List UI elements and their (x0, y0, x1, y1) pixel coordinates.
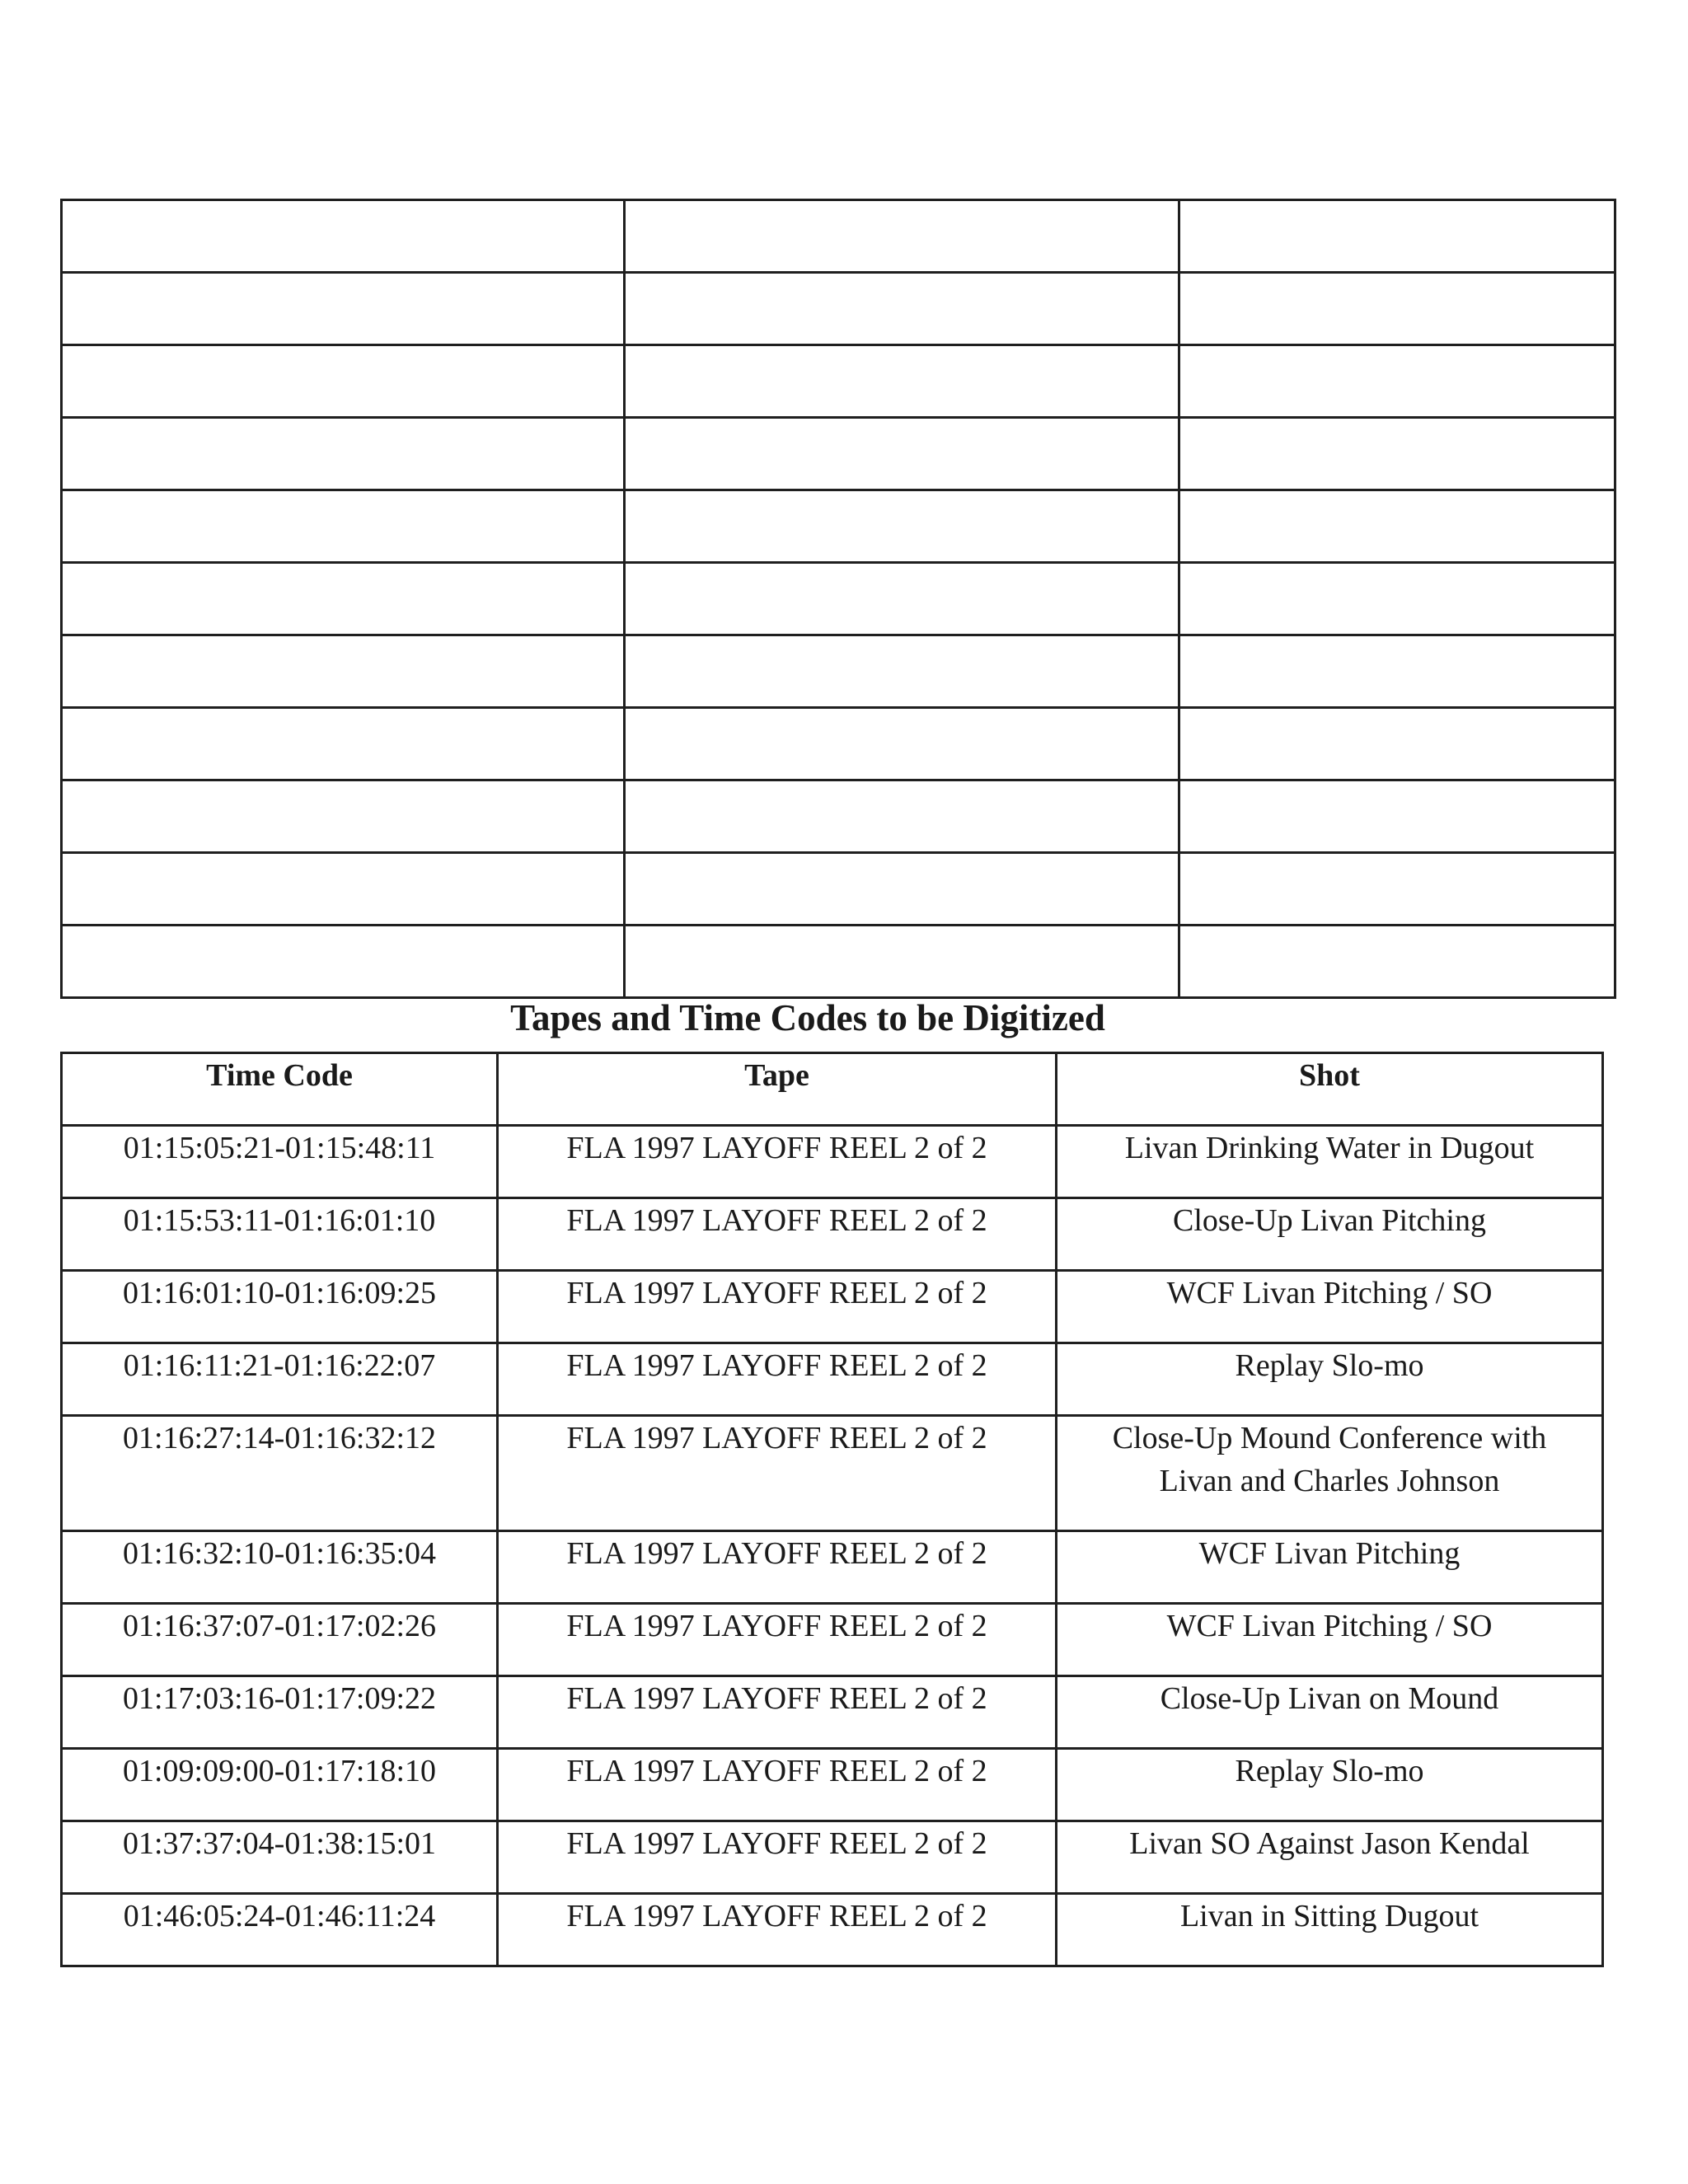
shot-cell: Replay Slo-mo (1057, 1343, 1603, 1416)
blank-cell (62, 345, 625, 418)
table-row (62, 1821, 1603, 1894)
table-row (62, 1271, 1603, 1343)
blank-cell (62, 926, 625, 998)
tape-cell: FLA 1997 LAYOFF REEL 2 of 2 (498, 1126, 1057, 1198)
blank-cell (1179, 780, 1615, 853)
blank-cell (625, 345, 1179, 418)
blank-row (62, 853, 1615, 926)
blank-cell (62, 563, 625, 635)
blank-row (62, 708, 1615, 780)
tape-cell: FLA 1997 LAYOFF REEL 2 of 2 (498, 1343, 1057, 1416)
tape-cell: FLA 1997 LAYOFF REEL 2 of 2 (498, 1821, 1057, 1894)
tape-cell: FLA 1997 LAYOFF REEL 2 of 2 (498, 1416, 1057, 1531)
blank-cell (625, 780, 1179, 853)
blank-cell (1179, 418, 1615, 490)
blank-cell (62, 635, 625, 708)
tape-cell: FLA 1997 LAYOFF REEL 2 of 2 (498, 1198, 1057, 1271)
blank-cell (625, 418, 1179, 490)
blank-cell (625, 273, 1179, 345)
tape-cell: FLA 1997 LAYOFF REEL 2 of 2 (498, 1271, 1057, 1343)
time-code-cell: 01:15:05:21-01:15:48:11 (62, 1126, 498, 1198)
shot-cell: WCF Livan Pitching / SO (1057, 1271, 1603, 1343)
table-row (62, 1749, 1603, 1821)
tape-cell: FLA 1997 LAYOFF REEL 2 of 2 (498, 1749, 1057, 1821)
blank-row (62, 780, 1615, 853)
blank-cell (62, 273, 625, 345)
blank-row (62, 418, 1615, 490)
shot-cell (1057, 1416, 1603, 1531)
blank-cell (625, 853, 1179, 926)
blank-cell (1179, 345, 1615, 418)
shot-cell: Livan in Sitting Dugout (1057, 1894, 1603, 1966)
table-row (62, 1531, 1603, 1604)
blank-cell (62, 780, 625, 853)
time-code-cell: 01:15:53:11-01:16:01:10 (62, 1198, 498, 1271)
time-code-cell: 01:16:37:07-01:17:02:26 (62, 1604, 498, 1676)
blank-cell (62, 418, 625, 490)
tape-cell: FLA 1997 LAYOFF REEL 2 of 2 (498, 1894, 1057, 1966)
blank-cell (62, 200, 625, 273)
tape-cell: FLA 1997 LAYOFF REEL 2 of 2 (498, 1676, 1057, 1749)
blank-cell (1179, 635, 1615, 708)
shot-cell: WCF Livan Pitching (1057, 1531, 1603, 1604)
blank-cell (1179, 273, 1615, 345)
table-row (62, 1126, 1603, 1198)
blank-cell (625, 926, 1179, 998)
blank-cell (1179, 563, 1615, 635)
shot-header: Shot (1057, 1053, 1603, 1126)
table-row (62, 1343, 1603, 1416)
blank-cell (625, 635, 1179, 708)
shot-cell: Close-Up Livan Pitching (1057, 1198, 1603, 1271)
table-row (62, 1604, 1603, 1676)
blank-row (62, 345, 1615, 418)
time-code-header: Time Code (62, 1053, 498, 1126)
tape-time-code-table (60, 1052, 1604, 1967)
tape-cell: FLA 1997 LAYOFF REEL 2 of 2 (498, 1604, 1057, 1676)
time-code-cell: 01:17:03:16-01:17:09:22 (62, 1676, 498, 1749)
table-row (62, 1416, 1603, 1531)
blank-row (62, 273, 1615, 345)
shot-cell: WCF Livan Pitching / SO (1057, 1604, 1603, 1676)
blank-cell (1179, 708, 1615, 780)
blank-cell (625, 563, 1179, 635)
time-code-cell: 01:16:32:10-01:16:35:04 (62, 1531, 498, 1604)
blank-row (62, 563, 1615, 635)
blank-cell (1179, 853, 1615, 926)
time-code-cell: 01:16:01:10-01:16:09:25 (62, 1271, 498, 1343)
time-code-cell: 01:16:11:21-01:16:22:07 (62, 1343, 498, 1416)
table-row (62, 1198, 1603, 1271)
blank-cell (62, 853, 625, 926)
blank-row (62, 926, 1615, 998)
shot-cell-line-1: Close-Up Mound Conference with (1112, 1421, 1547, 1455)
blank-row (62, 635, 1615, 708)
blank-cell (625, 708, 1179, 780)
blank-grid-table (60, 199, 1616, 999)
shot-cell: Livan Drinking Water in Dugout (1057, 1126, 1603, 1198)
time-code-cell: 01:46:05:24-01:46:11:24 (62, 1894, 498, 1966)
blank-cell (62, 708, 625, 780)
section-title: Tapes and Time Codes to be Digitized (510, 997, 1105, 1038)
blank-cell (625, 200, 1179, 273)
blank-row (62, 200, 1615, 273)
shot-cell-line-2: Livan and Charles Johnson (1159, 1464, 1500, 1498)
blank-cell (62, 490, 625, 563)
blank-cell (1179, 490, 1615, 563)
tape-header: Tape (498, 1053, 1057, 1126)
blank-cell (625, 490, 1179, 563)
time-code-cell: 01:37:37:04-01:38:15:01 (62, 1821, 498, 1894)
blank-cell (1179, 926, 1615, 998)
tape-cell: FLA 1997 LAYOFF REEL 2 of 2 (498, 1531, 1057, 1604)
table-row (62, 1894, 1603, 1966)
time-code-cell: 01:09:09:00-01:17:18:10 (62, 1749, 498, 1821)
time-code-cell: 01:16:27:14-01:16:32:12 (62, 1416, 498, 1531)
shot-cell: Livan SO Against Jason Kendal (1057, 1821, 1603, 1894)
blank-cell (1179, 200, 1615, 273)
blank-row (62, 490, 1615, 563)
shot-cell: Replay Slo-mo (1057, 1749, 1603, 1821)
shot-cell: Close-Up Livan on Mound (1057, 1676, 1603, 1749)
table-header-row (62, 1053, 1603, 1126)
table-row (62, 1676, 1603, 1749)
